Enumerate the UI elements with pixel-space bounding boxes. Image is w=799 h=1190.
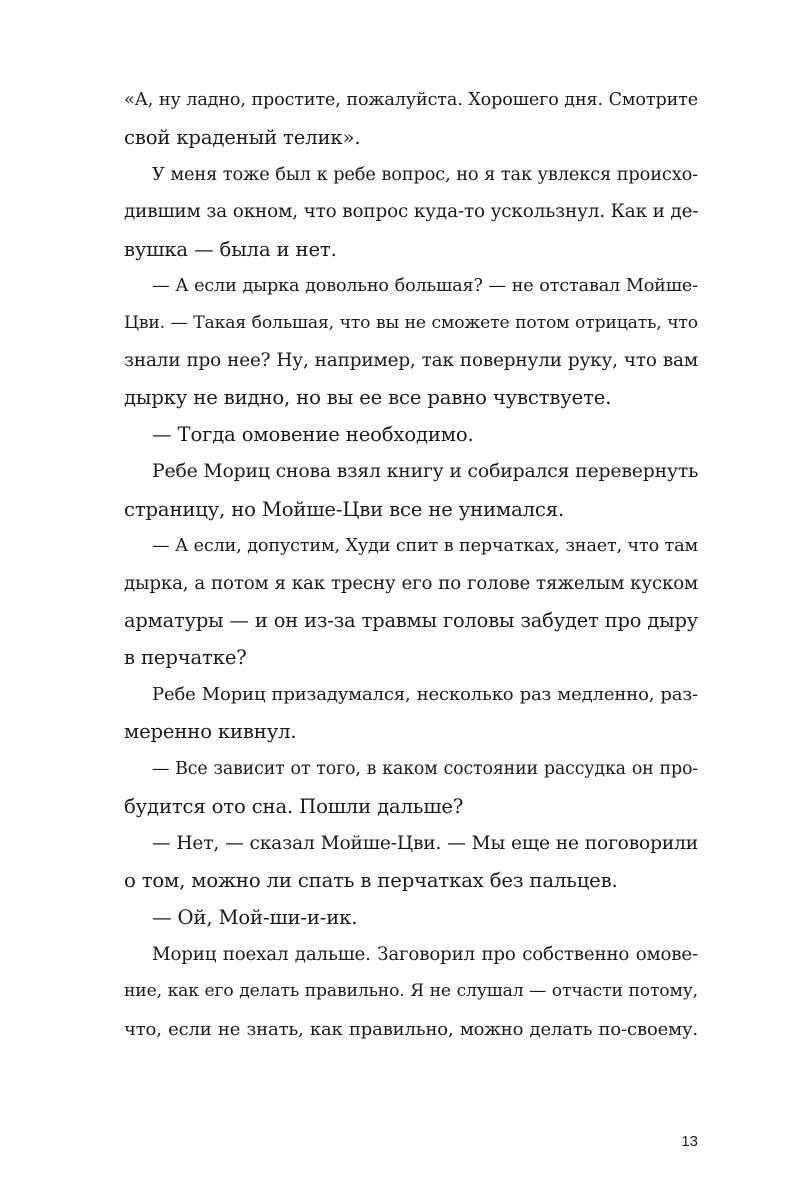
text-line: «А, ну ладно, простите, пожалуйста. Хорошего дня. Смотрите	[124, 90, 698, 110]
text-line: меренно кивнул.	[124, 720, 297, 744]
text-line: У меня тоже был к ребе вопрос, но я так увлекся происхо-	[152, 164, 698, 186]
text-line: ние, как его делать правильно. Я не слушал — отчасти потому,	[124, 981, 698, 1002]
text-line: в перчатке?	[124, 646, 247, 670]
text-line: дырка, а потом я как тресну его по голове тяжелым куском	[124, 572, 698, 594]
text-line: дившим за окном, что вопрос куда-то ускользнул. Как и де-	[124, 201, 699, 223]
text-line: о том, можно ли спать в перчатках без пальцев.	[124, 868, 618, 892]
text-line: Ребе Мориц призадумался, несколько раз медленно, раз-	[152, 684, 698, 706]
text-line: — Нет, — сказал Мойше-Цви. — Мы еще не поговорили	[152, 832, 698, 854]
text-line: вушка — была и нет.	[124, 237, 337, 261]
page-body	[124, 82, 698, 1048]
text-line: — Тогда омовение необходимо.	[152, 423, 474, 447]
text-line: — А если дырка довольно большая? — не отставал Мойше-	[152, 275, 698, 296]
text-line: — А если, допустим, Худи спит в перчатках, знает, что там	[152, 535, 698, 556]
text-line: будится ото сна. Пошли дальше?	[124, 794, 464, 818]
text-line: знали про нее? Ну, например, так повернули руку, что вам	[124, 349, 698, 371]
text-line: Ребе Мориц снова взял книгу и собирался перевернуть	[152, 461, 699, 483]
text-line: страницу, но Мойше-Цви все не унимался.	[124, 497, 565, 521]
text-line: что, если не знать, как правильно, можно делать по-своему.	[124, 1018, 698, 1040]
text-line: — Ой, Мой-ши-и-ик.	[152, 906, 358, 930]
text-line: Цви. — Такая большая, что вы не сможете потом отрицать, что	[124, 312, 698, 333]
text-line: свой краденый телик».	[124, 126, 361, 150]
page-number: 13	[681, 1133, 698, 1150]
text-line: — Все зависит от того, в каком состоянии рассудка он про-	[152, 758, 698, 779]
text-line: дырку не видно, но вы ее все равно чувствуете.	[124, 386, 612, 410]
text-line: Мориц поехал дальше. Заговорил про собственно омове-	[152, 944, 698, 966]
text-line: арматуры — и он из-за травмы головы забудет про дыру	[124, 608, 698, 632]
